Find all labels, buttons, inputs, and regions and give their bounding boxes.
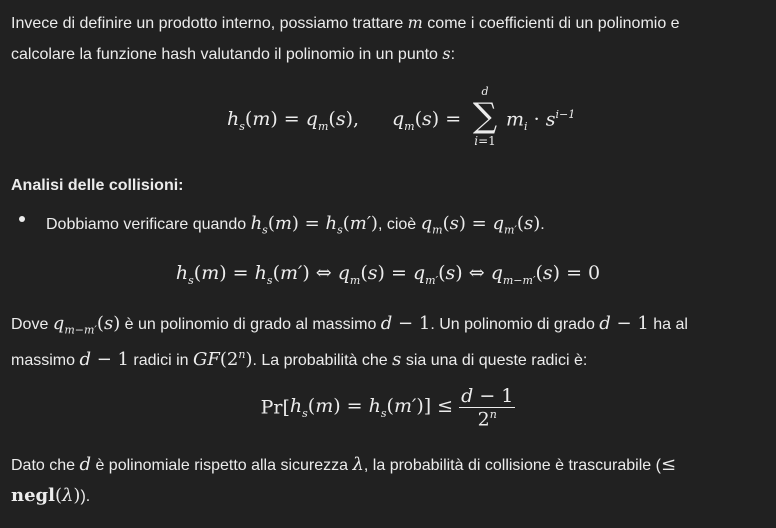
text-segment: , la probabilità di collisione è trascurabile (	[363, 457, 661, 474]
bullet-dot	[19, 216, 25, 222]
bullet-math-2: $q_m(s) = q_{m'}(s)$	[420, 213, 541, 237]
equation1-summand: $m_i \cdot s^{i-1}$	[506, 108, 576, 134]
paragraph3-line1	[11, 453, 676, 478]
text-segment: , cioè	[377, 216, 421, 233]
text-segment: Invece di definire un prodotto interno, possiamo trattare	[11, 15, 408, 32]
math-negl-arg: (λ)	[54, 485, 81, 506]
paragraph3-line2	[11, 484, 90, 509]
math-d-minus-1: d − 1	[599, 313, 649, 334]
bullet-math-1: $h_s(m) = h_s(m')$	[250, 213, 378, 237]
math-s: s	[442, 44, 451, 63]
paragraph2-line2	[11, 343, 587, 373]
text-segment: calcolare la funzione hash valutando il polinomio in un punto	[11, 46, 443, 63]
text-segment: come i coefficienti di un polinomio e	[422, 15, 680, 32]
equation1-rhs: $q_m(s)$ =	[392, 108, 462, 133]
math-d-minus-1: d − 1	[380, 313, 431, 334]
equation2: $h_s(m) = h_s(m')$ ⇔ $q_m(s) = q_{m'}(s)$ ⇔ $q_{m-m'}(s) = 0$	[175, 262, 601, 287]
equation1-lhs: $h_s(m) = q_m(s)$,	[227, 108, 360, 133]
text-segment: ha al	[648, 316, 688, 333]
section-heading: Analisi delle collisioni:	[11, 177, 184, 194]
summation-symbol: d ∑ i=1	[472, 85, 498, 148]
text-segment: sia una di queste radici è:	[401, 352, 588, 369]
text-segment: . La probabilità che	[252, 352, 393, 369]
math-negl: negl	[11, 485, 55, 506]
text-segment: Dove	[11, 316, 53, 333]
math-gf: GF(2$^n$)	[193, 348, 253, 370]
probability-fraction: $\frac{d - 1}{2^n}$	[461, 385, 514, 431]
text-segment: Dato che	[11, 457, 80, 474]
text-segment: Dobbiamo verificare quando	[46, 216, 251, 233]
math-leq: ≤	[660, 454, 677, 475]
text-segment: ).	[80, 488, 91, 505]
paragraph1-line2	[11, 42, 455, 67]
math-m: m	[407, 13, 423, 32]
text-segment: radici in	[128, 352, 193, 369]
paragraph2-line1	[11, 312, 688, 343]
math-s: s	[392, 349, 402, 370]
bullet-item	[46, 212, 545, 243]
math-q-diff: $q_{m-m'}(s)$	[52, 313, 121, 337]
math-d: d	[79, 454, 92, 475]
paragraph1-line1	[11, 11, 680, 36]
math-lambda: λ	[352, 454, 364, 475]
text-segment: .	[540, 216, 545, 233]
text-segment: . Un polinomio di grado	[430, 316, 600, 333]
text-segment: massimo	[11, 352, 80, 369]
text-segment: è un polinomio di grado al massimo	[120, 316, 381, 333]
text-segment: è polinomiale rispetto alla sicurezza	[91, 457, 353, 474]
text-segment: :	[450, 46, 456, 63]
equation3: $Pr[h_s(m) = h_s(m')]$ ≤ $\frac{d - 1}{2^n}$	[260, 385, 514, 431]
math-d-minus-1: d − 1	[79, 349, 129, 370]
equation1	[0, 86, 776, 158]
